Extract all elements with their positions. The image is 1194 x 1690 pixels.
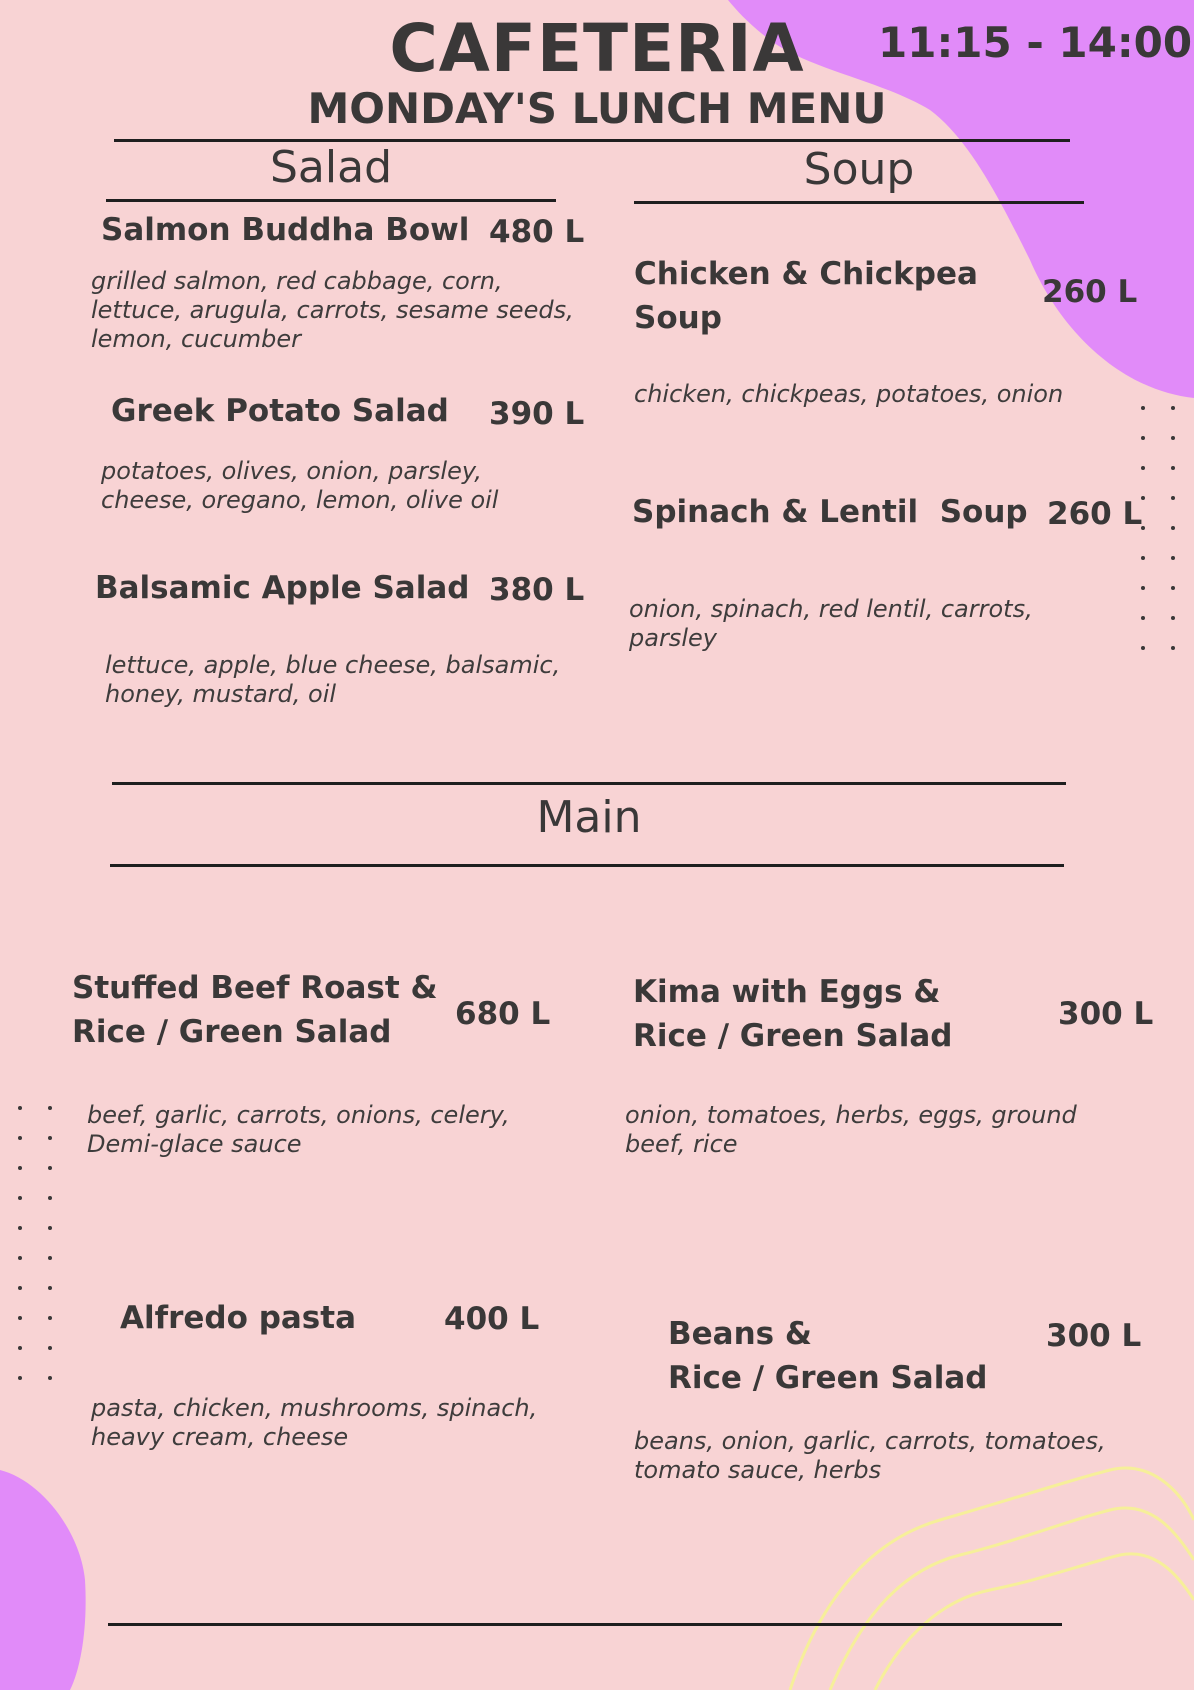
item-price: 390 L: [489, 396, 585, 432]
opening-hours: 11:15 - 14:00: [878, 18, 1193, 67]
item-name: Balsamic Apple Salad: [95, 570, 470, 606]
main-heading: Main: [536, 792, 642, 843]
item-price: 480 L: [489, 214, 585, 250]
item-price: 400 L: [444, 1301, 540, 1337]
bottom-right-curves: [780, 1460, 1194, 1690]
item-name: Stuffed Beef Roast & Rice / Green Salad: [72, 970, 438, 1050]
main-divider-bottom: [110, 864, 1064, 867]
item-description: pasta, chicken, mushrooms, spinach, heavy cream, cheese: [91, 1394, 538, 1451]
dot-grid-right: [1141, 406, 1175, 650]
footer-divider: [108, 1623, 1062, 1626]
soup-heading: Soup: [803, 144, 915, 195]
item-price: 680 L: [455, 996, 551, 1032]
page-title: CAFETERIA: [389, 10, 805, 87]
item-name: Salmon Buddha Bowl: [101, 212, 470, 248]
item-name: Spinach & Lentil Soup: [632, 494, 1028, 530]
item-description: onion, tomatoes, herbs, eggs, ground beef, rice: [625, 1101, 1077, 1158]
dot-grid-left: [18, 1106, 52, 1380]
item-name: Alfredo pasta: [120, 1300, 356, 1336]
item-description: grilled salmon, red cabbage, corn, lettuce, arugula, carrots, sesame seeds, lemon, cucumber: [91, 267, 574, 353]
bottom-left-blob: [0, 1470, 100, 1690]
item-description: chicken, chickpeas, potatoes, onion: [634, 380, 1064, 408]
salad-divider: [106, 199, 556, 202]
item-name: Kima with Eggs & Rice / Green Salad: [633, 974, 953, 1054]
main-divider-top: [112, 782, 1066, 785]
item-description: beef, garlic, carrots, onions, celery, Demi-glace sauce: [87, 1101, 510, 1158]
item-description: beans, onion, garlic, carrots, tomatoes, tomato sauce, herbs: [634, 1427, 1106, 1484]
item-description: onion, spinach, red lentil, carrots, parsley: [629, 595, 1033, 652]
item-description: potatoes, olives, onion, parsley, cheese, oregano, lemon, olive oil: [101, 457, 499, 514]
salad-heading: Salad: [269, 142, 392, 193]
item-price: 260 L: [1042, 274, 1138, 310]
item-price: 380 L: [489, 572, 585, 608]
item-description: lettuce, apple, blue cheese, balsamic, honey, mustard, oil: [105, 651, 561, 708]
item-name: Beans & Rice / Green Salad: [668, 1316, 988, 1396]
menu-subtitle: MONDAY'S LUNCH MENU: [307, 84, 887, 133]
item-price: 260 L: [1047, 496, 1143, 532]
item-name: Greek Potato Salad: [111, 393, 449, 429]
item-name: Chicken & Chickpea Soup: [634, 256, 978, 336]
item-price: 300 L: [1046, 1318, 1142, 1354]
item-price: 300 L: [1058, 996, 1154, 1032]
soup-divider: [634, 201, 1084, 204]
